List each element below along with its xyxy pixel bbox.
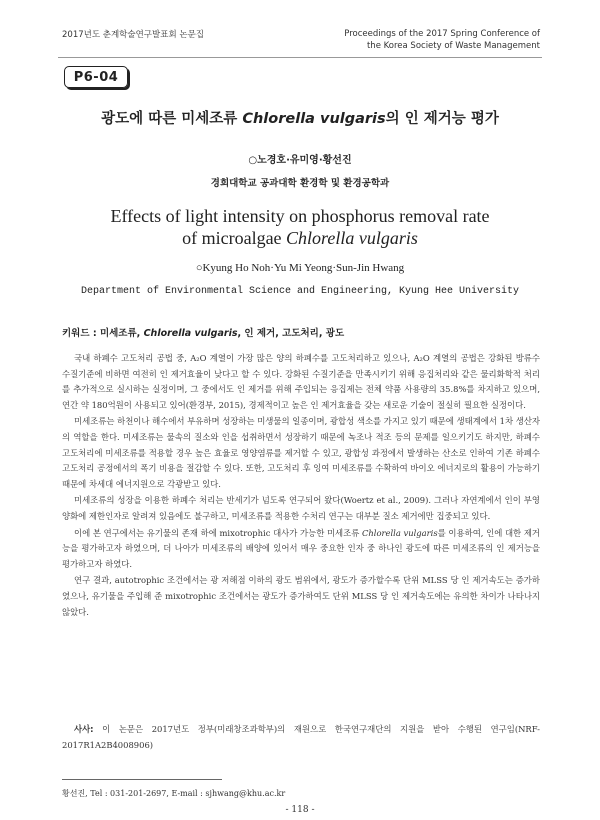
running-header-right: [344, 28, 540, 52]
acknowledgement: [62, 722, 540, 753]
english-authors: ○Kyung Ho Noh·Yu Mi Yeong·Sun-Jin Hwang: [195, 262, 405, 274]
body-paragraph-4-pre: 이에 본 연구에서는 유기물의 존재 하에 mixotrophic 대사가 가능한 미세조류: [74, 527, 362, 538]
korean-title-post: 의 인 제거능 평가: [385, 111, 499, 127]
keywords-species: Chlorella vulgaris: [143, 328, 238, 339]
english-title-species: Chlorella vulgaris: [286, 228, 418, 248]
running-header-right-line1: Proceedings of the 2017 Spring Conference of: [344, 29, 540, 39]
keywords-rest: , 인 제거, 고도처리, 광도: [237, 328, 345, 339]
running-header-right-line2: the Korea Society of Waste Management: [366, 41, 540, 51]
paper-code-badge: P6-04: [64, 66, 128, 88]
page-number: - 118 -: [285, 805, 315, 815]
english-title-line2: [60, 227, 540, 249]
body-paragraph-2: 미세조류는 하천이나 해수에서 부유하며 성장하는 미생물의 일종이며, 광합성 색소를 가지고 있기 때문에 생태계에서 1차 생산자의 역할을 한다. 미세조류는 물속의 질소와 인을 섭취하면서 성장하기 때문에 녹조나 적조 등의 문제를 일으키기도 하지만, 하폐수 고도처리에 미세조류를 적용할 경우 높은 효율로 영양염류를 제거할 수 있고, 광합성 과정에서 발생하는 산소로 인하여 기존 하폐수 고도처리 공정에서의 폭기 비용을 절감할 수 있다. 또한, 고도처리 후 잉여 미세조류를 수확하여 바이오 에너지로의 활용이 가능하기 때문에 차세대 에너지원으로 각광받고 있다.: [62, 416, 540, 489]
acknowledgement-text: 이 논문은 2017년도 정부(미래창조과학부)의 재원으로 한국연구재단의 지원을 받아 수행된 연구임(NRF-2017R1A2B4008906): [62, 724, 540, 750]
body-paragraph-1: 국내 하폐수 고도처리 공법 중, A₂O 계열이 가장 많은 양의 하폐수를 고도처리하고 있으나, A₂O 계열의 공법은 강화된 방류수 수질기준에 비하면 여전히 인 제거효율이 낮다고 할 수 있다. 강화된 수질기준을 만족시키기 위해 응집처리와 같은 물리화학적 처리를 추가적으로 실시하는 실정이며, 그 중에서도 인 제거를 위해 주입되는 응집제는 전체 약품 사용량의 35.8%를 차지하고 있으며, 연간 약 180억원이 사용되고 있어(환경부, 2015), 경제적이고 높은 인 제거효율을 갖는 새로운 기술이 절실히 필요한 실정이다.: [62, 353, 540, 410]
korean-affiliation: 경희대학교 공과대학 환경학 및 환경공학과: [210, 178, 390, 189]
korean-authors: ○노경호·유미영·황선진: [248, 155, 352, 166]
header-divider: [58, 57, 542, 58]
korean-title: [40, 107, 560, 128]
footnote-divider: [62, 779, 222, 780]
english-affiliation: Department of Environmental Science and Engineering, Kyung Hee University: [80, 286, 520, 297]
english-title: [60, 205, 540, 249]
body-paragraph-5: 연구 결과, autotrophic 조건에서는 광 저해점 이하의 광도 범위에서, 광도가 증가할수록 단위 MLSS 당 인 제거속도는 증가하였으나, 유기물을 주입해 준 mixotrophic 조건에서는 광도가 증가하여도 단위 MLSS 당 인 제거속도에는 유의한 차이가 나타나지 않았다.: [62, 575, 540, 617]
body-paragraph-4-post: 를 이용하여, 인에 대한 제거능을 평가하고자 하였으며, 더 나아가 미세조류의 배양에 있어서 매우 중요한 인자 중 하나인 광도에 따른 미세조류의 인 제거능을 평가하고자 하였다.: [62, 527, 541, 569]
keywords-label: 키워드 : 미세조류,: [62, 328, 144, 339]
abstract-body: [62, 351, 540, 621]
body-paragraph-4-species: Chlorella vulgaris: [362, 527, 438, 538]
korean-title-pre: 광도에 따른 미세조류: [101, 111, 243, 127]
english-title-line1: Effects of light intensity on phosphorus removal rate: [110, 206, 490, 226]
body-paragraph-3: 미세조류의 성장을 이용한 하폐수 처리는 반세기가 넘도록 연구되어 왔다(Woertz et al., 2009). 그러나 자연계에서 인이 부영양화에 제한인자로 알려져 있음에도 불구하고, 미세조류를 적용한 수처리 연구는 대부분 질소 제거에만 집중되고 있다.: [62, 495, 540, 521]
corresponding-author-footnote: 황선진, Tel : 031-201-2697, E-mail : sjhwang@khu.ac.kr: [62, 789, 286, 798]
korean-title-species: Chlorella vulgaris: [242, 111, 386, 127]
english-title-line2-pre: of microalgae: [182, 228, 287, 248]
acknowledgement-label: 사사:: [74, 724, 94, 734]
body-paragraph-4: [62, 526, 540, 573]
keywords: [62, 325, 344, 339]
running-header-left: 2017년도 춘계학술연구발표회 논문집: [62, 30, 204, 40]
